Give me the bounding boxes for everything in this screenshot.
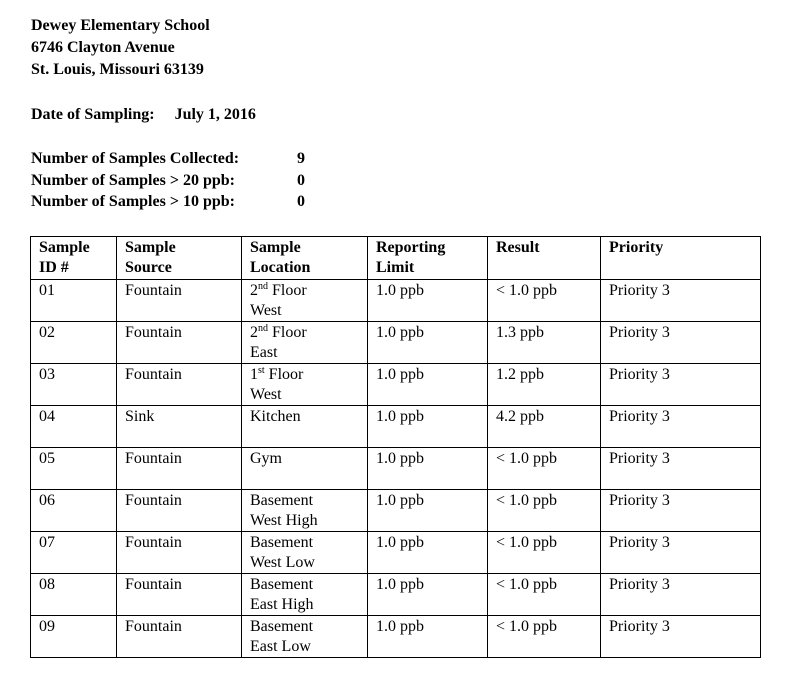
cell-priority: Priority 3	[601, 532, 761, 574]
cell-priority: Priority 3	[601, 616, 761, 658]
cell-location	[242, 616, 368, 658]
table-row	[31, 364, 761, 406]
cell-result: < 1.0 ppb	[488, 574, 601, 616]
cell-result: 4.2 ppb	[488, 406, 601, 448]
school-header	[31, 15, 210, 81]
table-row	[31, 532, 761, 574]
cell-source: Fountain	[117, 616, 242, 658]
count-value: 0	[297, 171, 305, 189]
sample-counts	[31, 148, 317, 213]
school-city: St. Louis, Missouri 63139	[31, 61, 204, 78]
count-row	[31, 148, 317, 170]
location-rest: Gym	[250, 450, 282, 467]
samples-table	[30, 236, 761, 658]
cell-result: 1.2 ppb	[488, 364, 601, 406]
cell-limit: 1.0 ppb	[368, 616, 488, 658]
cell-result: < 1.0 ppb	[488, 448, 601, 490]
location-rest: Floor East	[250, 324, 307, 361]
count-row	[31, 170, 317, 192]
cell-id: 07	[31, 532, 117, 574]
location-rest: Basement West High	[250, 492, 318, 529]
header-reporting-limit: Reporting Limit	[368, 237, 488, 280]
table-row	[31, 616, 761, 658]
cell-result: < 1.0 ppb	[488, 616, 601, 658]
table-row	[31, 280, 761, 322]
cell-result: < 1.0 ppb	[488, 490, 601, 532]
cell-location	[242, 280, 368, 322]
cell-source: Fountain	[117, 448, 242, 490]
header-sample-location: Sample Location	[242, 237, 368, 280]
cell-location	[242, 364, 368, 406]
cell-limit: 1.0 ppb	[368, 322, 488, 364]
cell-limit: 1.0 ppb	[368, 364, 488, 406]
cell-source: Fountain	[117, 280, 242, 322]
sampling-date-value: July 1, 2016	[174, 106, 256, 123]
location-rest: Basement East High	[250, 576, 314, 613]
location-rest: Basement East Low	[250, 618, 314, 655]
location-floor: 2	[250, 282, 258, 299]
cell-id: 05	[31, 448, 117, 490]
cell-id: 02	[31, 322, 117, 364]
cell-limit: 1.0 ppb	[368, 490, 488, 532]
count-value: 0	[297, 193, 305, 210]
cell-source: Fountain	[117, 490, 242, 532]
location-rest: Floor West	[250, 366, 304, 403]
cell-location	[242, 448, 368, 490]
count-label: Number of Samples > 20 ppb:	[31, 171, 235, 189]
cell-id: 08	[31, 574, 117, 616]
table-header-row	[31, 237, 761, 280]
cell-limit: 1.0 ppb	[368, 574, 488, 616]
cell-limit: 1.0 ppb	[368, 280, 488, 322]
cell-id: 04	[31, 406, 117, 448]
cell-limit: 1.0 ppb	[368, 532, 488, 574]
cell-result: 1.3 ppb	[488, 322, 601, 364]
cell-source: Fountain	[117, 532, 242, 574]
header-sample-source: Sample Source	[117, 237, 242, 280]
header-sample-id: Sample ID #	[31, 237, 117, 280]
cell-location	[242, 532, 368, 574]
cell-result: < 1.0 ppb	[488, 532, 601, 574]
sampling-date-label: Date of Sampling:	[31, 106, 155, 123]
cell-priority: Priority 3	[601, 490, 761, 532]
location-rest: Floor West	[250, 282, 307, 319]
cell-priority: Priority 3	[601, 280, 761, 322]
cell-id: 09	[31, 616, 117, 658]
cell-id: 01	[31, 280, 117, 322]
count-value: 9	[297, 150, 305, 167]
table-row	[31, 490, 761, 532]
cell-source: Fountain	[117, 364, 242, 406]
cell-priority: Priority 3	[601, 448, 761, 490]
cell-priority: Priority 3	[601, 406, 761, 448]
school-name: Dewey Elementary School	[31, 17, 210, 34]
table-row	[31, 406, 761, 448]
cell-location	[242, 490, 368, 532]
cell-source: Fountain	[117, 574, 242, 616]
table-row	[31, 574, 761, 616]
count-label: Number of Samples Collected:	[31, 150, 240, 167]
table-row	[31, 322, 761, 364]
table-row	[31, 448, 761, 490]
count-label: Number of Samples > 10 ppb:	[31, 193, 235, 210]
cell-location	[242, 406, 368, 448]
cell-limit: 1.0 ppb	[368, 406, 488, 448]
cell-result: < 1.0 ppb	[488, 280, 601, 322]
location-ordinal: nd	[258, 323, 268, 334]
cell-priority: Priority 3	[601, 364, 761, 406]
cell-id: 06	[31, 490, 117, 532]
cell-priority: Priority 3	[601, 574, 761, 616]
header-result: Result	[488, 237, 601, 280]
sampling-date	[31, 104, 256, 126]
location-ordinal: nd	[258, 281, 268, 292]
cell-location	[242, 574, 368, 616]
header-priority: Priority	[601, 237, 761, 280]
school-address: 6746 Clayton Avenue	[31, 39, 175, 56]
cell-id: 03	[31, 364, 117, 406]
cell-limit: 1.0 ppb	[368, 448, 488, 490]
cell-priority: Priority 3	[601, 322, 761, 364]
location-floor: 1	[250, 366, 258, 383]
cell-location	[242, 322, 368, 364]
location-floor: 2	[250, 324, 258, 341]
count-row	[31, 191, 317, 213]
location-ordinal: st	[258, 365, 265, 376]
cell-source: Fountain	[117, 322, 242, 364]
cell-source: Sink	[117, 406, 242, 448]
location-rest: Kitchen	[250, 408, 301, 425]
location-rest: Basement West Low	[250, 534, 315, 571]
